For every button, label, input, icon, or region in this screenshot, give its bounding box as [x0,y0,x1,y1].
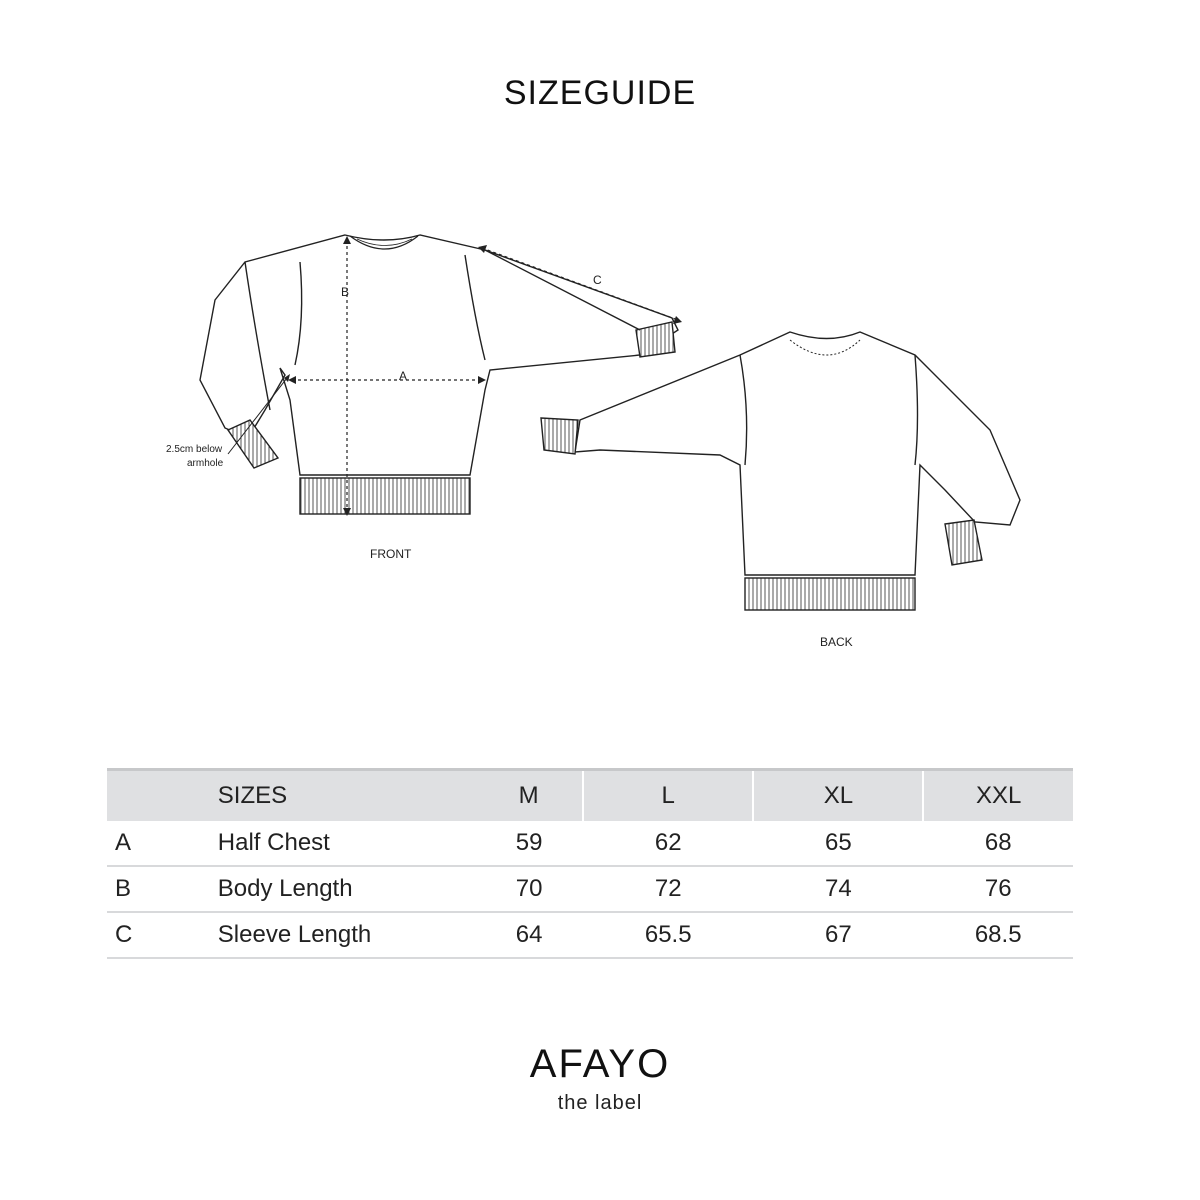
table-row [107,821,1073,866]
row-measurement-name: Body Length [218,866,475,912]
row-value-xxl: 68 [923,821,1073,866]
front-sweatshirt-drawing [200,235,678,514]
row-measurement-name: Sleeve Length [218,912,475,958]
header-key-cell [107,770,218,822]
page-title: SIZEGUIDE [503,74,697,112]
table-row [107,866,1073,912]
row-value-m: 59 [475,821,583,866]
row-key: A [107,821,218,866]
row-value-xxl: 68.5 [923,912,1073,958]
header-size-l: L [583,770,753,822]
row-value-xl: 74 [753,866,923,912]
row-value-m: 70 [475,866,583,912]
sweatshirt-diagram [0,200,1200,670]
table-header-row [107,770,1073,822]
row-measurement-name: Half Chest [218,821,475,866]
brand-tagline: the label [557,1092,643,1114]
armhole-note-line1: 2.5cm below [166,444,223,455]
row-value-l: 62 [583,821,753,866]
header-size-m: M [518,782,539,809]
brand-name: AFAYO [529,1042,671,1086]
row-value-xl: 67 [753,912,923,958]
size-table [107,768,1073,959]
measure-b-label: B [341,285,350,299]
size-table-container [107,768,1073,959]
row-value-xxl: 76 [923,866,1073,912]
measure-c-label: C [593,273,602,287]
brand-logo [0,1040,1200,1115]
row-key: B [107,866,218,912]
measure-a-label: A [399,369,408,383]
row-value-l: 65.5 [583,912,753,958]
row-value-l: 72 [583,866,753,912]
header-sizes: SIZES [217,782,288,809]
back-label: BACK [820,635,853,649]
armhole-note-line2: armhole [187,458,224,469]
row-value-xl: 65 [753,821,923,866]
back-sweatshirt-drawing [541,332,1020,610]
header-size-xxl: XXL [923,770,1073,822]
row-key: C [107,912,218,958]
table-row [107,912,1073,958]
front-label: FRONT [370,547,412,561]
header-size-xl: XL [753,770,923,822]
row-value-m: 64 [475,912,583,958]
